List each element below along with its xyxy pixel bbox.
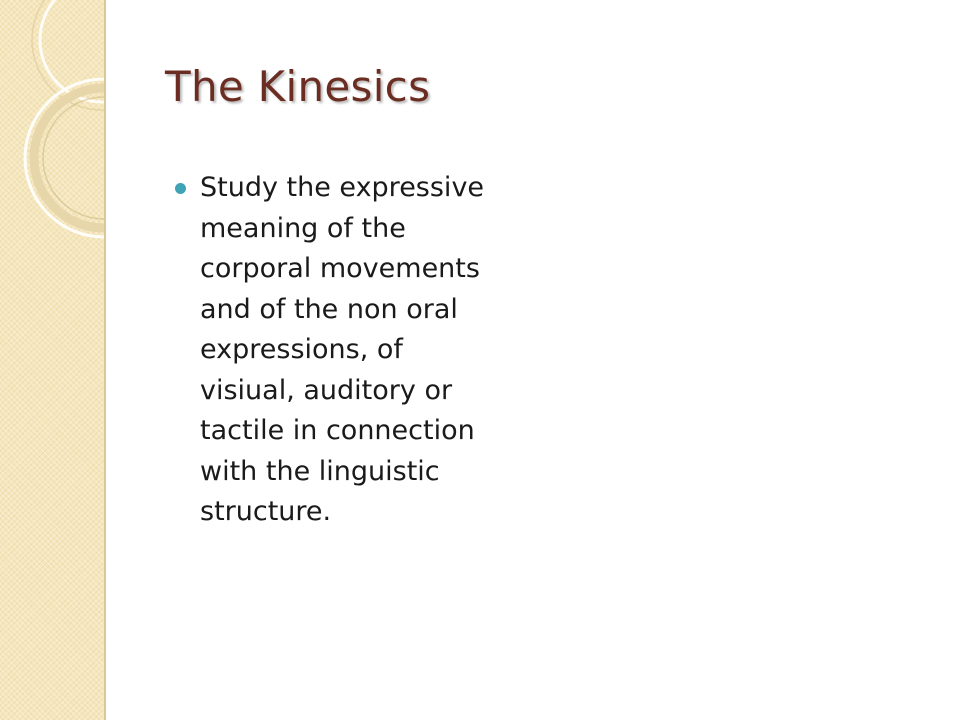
side-band-edge [104,0,106,720]
bullet-dot-icon [175,183,186,194]
bullet-item [175,168,535,533]
bullet-text: Study the expressive meaning of the corporal movements and of the non oral expressions, of visiual, auditory or tactile in connection with the linguistic structure. [200,172,485,527]
decorative-rings-graphic [0,0,105,240]
slide-title: The Kinesics [165,62,431,111]
content-area [175,168,535,533]
decorative-side-band [0,0,105,720]
